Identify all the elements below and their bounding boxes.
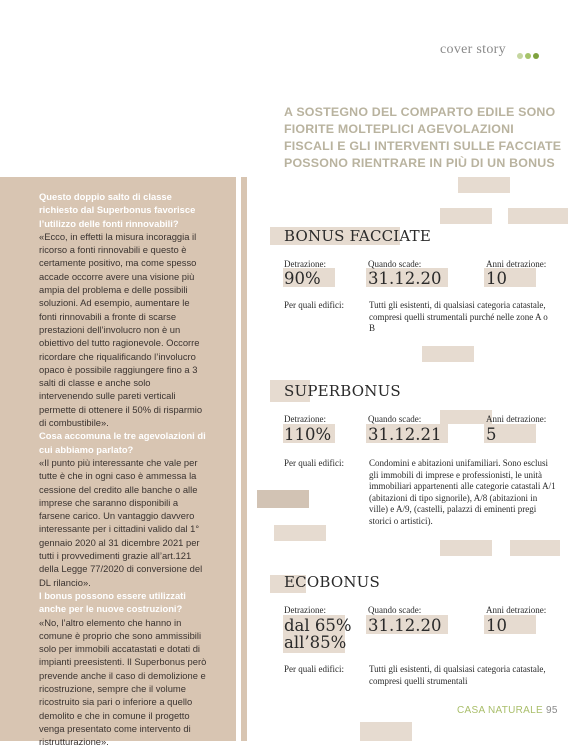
decor-rect <box>458 177 510 193</box>
label-edifici: Per quali edifici: <box>284 664 344 674</box>
label-detrazione: Detrazione: <box>284 259 326 269</box>
decor-rect <box>422 346 474 362</box>
value-scadenza: 31.12.20 <box>368 616 441 635</box>
label-quando: Quando scade: <box>368 259 421 269</box>
value-anni: 10 <box>486 269 507 288</box>
interview-question: I bonus possono essere utilizzati anche per le nuove costruzioni? <box>39 589 207 616</box>
interview-answer: «Il punto più interessante che vale per tutte è che in ogni caso è ammessa la cessione del credito alle banche o alle imprese che saranno disponibili a farsene carico. Un vantaggio davvero interessante per i cittadini valido dal 1° gennaio 2020 al 31 dicembre 2021 per tutti i provvedimenti grazie all’art.121 della Legge 77/2020 di conversione del DL rilancio». <box>39 456 207 589</box>
dot-dark <box>533 53 539 59</box>
value-detrazione-line2: all’85% <box>284 633 346 652</box>
value-edifici: Tutti gli esistenti, di qualsiasi categoria catastale, compresi quelli strumentali purché nelle zone A o B <box>369 300 555 335</box>
value-detrazione: 110% <box>284 425 331 444</box>
dot-mid <box>525 53 531 59</box>
interview-answer: «Ecco, in effetti la misura incoraggia il ricorso a fonti rinnovabili e questo è certamente positivo, ma come spesso accade occorre avere una visione più ampia del problema e delle possibili soluzioni. Ad esempio, aumentare le fonti rinnovabili a fronte di scarse prestazioni dell’involucro non è un obiettivo del tutto ragionevole. Occorre ricordare che riqualificando l’involucro opaco è possibile raggiungere fino a 3 salti di classe e anche solo intervenendo sulle pareti verticali permette di ottenere il 50% di risparmio di combustibile». <box>39 230 207 429</box>
decor-rect <box>440 540 492 556</box>
section-dots <box>517 46 541 54</box>
label-edifici: Per quali edifici: <box>284 300 344 310</box>
label-quando: Quando scade: <box>368 605 421 615</box>
label-detrazione: Detrazione: <box>284 605 326 615</box>
value-edifici: Condomini e abitazioni unifamiliari. Sono esclusi gli immobili di imprese e professionisti, le unità immobiliari appartenenti alle categorie catastali A/1 (abitazioni di tipo signorile), A/8 (abitazioni in ville) e A/9, (castelli, palazzi di eminenti pregi storici o artistici). <box>369 458 557 527</box>
label-quando: Quando scade: <box>368 414 421 424</box>
interview-question: Questo doppio salto di classe richiesto dal Superbonus favorisce l’utilizzo delle fonti rinnovabili? <box>39 190 207 230</box>
decor-rect <box>360 722 412 741</box>
bonus-title: ECOBONUS <box>284 573 380 591</box>
interview-question: Cosa accomuna le tre agevolazioni di cui abbiamo parlato? <box>39 429 207 456</box>
value-anni: 5 <box>486 425 497 444</box>
section-label: cover story <box>440 42 506 58</box>
value-scadenza: 31.12.20 <box>368 269 441 288</box>
decor-rect <box>440 208 492 224</box>
value-edifici: Tutti gli esistenti, di qualsiasi categoria catastale, compresi quelli strumentali <box>369 664 555 687</box>
value-scadenza: 31.12.21 <box>368 425 441 444</box>
label-anni: Anni detrazione: <box>486 605 546 615</box>
page-footer <box>457 705 558 716</box>
value-anni: 10 <box>486 616 507 635</box>
value-detrazione: 90% <box>284 269 321 288</box>
decor-rect <box>510 540 560 556</box>
label-detrazione: Detrazione: <box>284 414 326 424</box>
label-anni: Anni detrazione: <box>486 414 546 424</box>
label-edifici: Per quali edifici: <box>284 458 344 468</box>
decor-rect <box>274 525 326 541</box>
headline: A SOSTEGNO DEL COMPARTO EDILE SONO FIORITE MOLTEPLICI AGEVOLAZIONI FISCALI E GLI INTERVENTI SULLE FACCIATE POSSONO RIENTRARE IN PIÙ DI UN BONUS <box>284 104 564 172</box>
decor-rect <box>508 208 568 224</box>
dot-light <box>517 53 523 59</box>
page-number: 95 <box>546 705 558 716</box>
decor-rect <box>257 490 309 508</box>
magazine-name: CASA NATURALE <box>457 705 543 716</box>
column-divider-band <box>241 177 247 741</box>
bonus-title: BONUS FACCIATE <box>284 227 431 245</box>
value-detrazione-line1: dal 65% <box>284 616 352 635</box>
interview-text <box>39 190 207 748</box>
bonus-title: SUPERBONUS <box>284 382 401 400</box>
label-anni: Anni detrazione: <box>486 259 546 269</box>
decor-rect <box>440 410 492 424</box>
interview-answer: «No, l’altro elemento che hanno in comune è proprio che sono ammissibili solo per immobili accatastati e dotati di impianti preesistenti. Il Superbonus però prevende anche il caso di demolizione e ricostruzione, sempre che il volume ricostruito sia pari o inferiore a quello demolito e che in comune il progetto venga presentato come intervento di ristrutturazione». <box>39 616 207 748</box>
